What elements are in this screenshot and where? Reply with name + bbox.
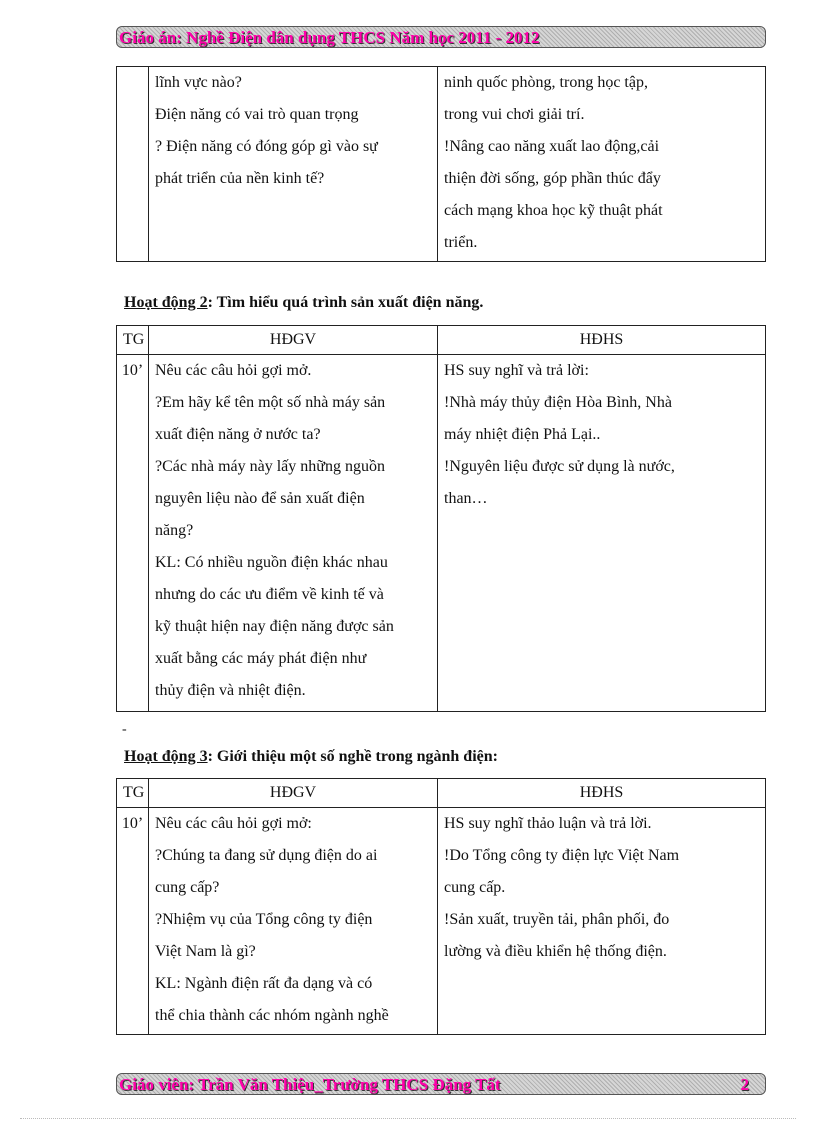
text-line: lường và điều khiển hệ thống điện. [444,943,667,960]
tg-cell [117,67,149,262]
hdgv-header: HĐGV [149,326,438,355]
activity3-label: Hoạt động 3 [124,748,208,765]
text-line: phát triển của nền kinh tế? [155,170,325,187]
text-line: KL: Ngành điện rất đa dạng và có [155,975,373,992]
text-line: !Nhà máy thủy điện Hòa Bình, Nhà [444,394,672,411]
text-line: HS suy nghĩ và trả lời: [444,362,589,379]
text-line: triển. [444,234,478,251]
text-line: ninh quốc phòng, trong học tập, [444,74,648,91]
text-line: Điện năng có vai trò quan trọng [155,106,359,123]
footer-banner-text: Giáo viên: Trần Văn Thiệu_Trường THCS Đặng Tất [119,1075,501,1094]
text-line: Nêu các câu hỏi gợi mở: [155,815,312,832]
text-line: xuất bằng các máy phát điện như [155,650,367,667]
hdhs-header: HĐHS [438,326,766,355]
hdhs-header: HĐHS [438,779,766,808]
text-line: nhưng do các ưu điểm về kinh tế và [155,586,384,603]
text-line: !Nguyên liệu được sử dụng là nước, [444,458,675,475]
tg-header: TG [117,326,149,355]
activity3-heading [124,748,498,766]
hdgv-cell [149,67,438,262]
table-row [117,67,766,262]
table-header-row [117,779,766,808]
text-line: cách mạng khoa học kỹ thuật phát [444,202,663,219]
activity2-table [116,325,766,712]
text-line: than… [444,490,488,507]
text-line: cung cấp. [444,879,506,896]
text-line: ?Nhiệm vụ của Tổng công ty điện [155,911,373,928]
text-line: ?Em hãy kể tên một số nhà máy sản [155,394,386,411]
header-banner [116,26,766,48]
table-row [117,355,766,712]
hdhs-cell [438,355,766,712]
text-line: HS suy nghĩ thảo luận và trả lời. [444,815,652,832]
hdhs-cell [438,808,766,1035]
tg-header: TG [117,779,149,808]
text-line: trong vui chơi giải trí. [444,106,585,123]
text-line: cung cấp? [155,879,220,896]
activity2-title: : Tìm hiểu quá trình sản xuất điện năng. [207,294,484,311]
activity2-heading [124,294,483,312]
text-line: xuất điện năng ở nước ta? [155,426,321,443]
activity2-label: Hoạt động 2 [124,294,208,311]
hdgv-header: HĐGV [149,779,438,808]
text-line: !Nâng cao năng xuất lao động,cải [444,138,660,155]
text-line: thiện đời sống, góp phần thúc đẩy [444,170,661,187]
hdhs-cell [438,67,766,262]
text-line: ? Điện năng có đóng góp gì vào sự [155,138,378,155]
table-header-row [117,326,766,355]
text-line: ?Chúng ta đang sử dụng điện do ai [155,847,378,864]
hdgv-cell [149,808,438,1035]
text-line: ?Các nhà máy này lấy những nguồn [155,458,385,475]
text-line: nguyên liệu nào để sản xuất điện [155,490,365,507]
continuation-table [116,66,766,262]
activity3-table [116,778,766,1035]
hdgv-cell [149,355,438,712]
text-line: !Sản xuất, truyền tải, phân phối, đo [444,911,670,928]
text-line: kỹ thuật hiện nay điện năng được sản [155,618,394,635]
text-line: thể chia thành các nhóm ngành nghề [155,1007,389,1024]
page-number: 2 [740,1075,749,1094]
separator-dash: - [122,722,127,737]
tg-cell: 10’ [117,808,149,1035]
text-line: năng? [155,522,194,539]
table-row [117,808,766,1035]
text-line: lĩnh vực nào? [155,74,242,91]
tg-cell: 10’ [117,355,149,712]
text-line: Việt Nam là gì? [155,943,256,960]
activity3-title: : Giới thiệu một số nghề trong ngành điện: [207,748,498,765]
footer-banner [116,1073,766,1095]
header-banner-text: Giáo án: Nghề Điện dân dụng THCS Năm học 2011 - 2012 [119,28,540,47]
text-line: Nêu các câu hỏi gợi mở. [155,362,312,379]
text-line: máy nhiệt điện Phả Lại.. [444,426,601,443]
page-bottom-divider [20,1118,796,1119]
text-line: thủy điện và nhiệt điện. [155,682,306,699]
text-line: KL: Có nhiều nguồn điện khác nhau [155,554,388,571]
text-line: !Do Tổng công ty điện lực Việt Nam [444,847,680,864]
